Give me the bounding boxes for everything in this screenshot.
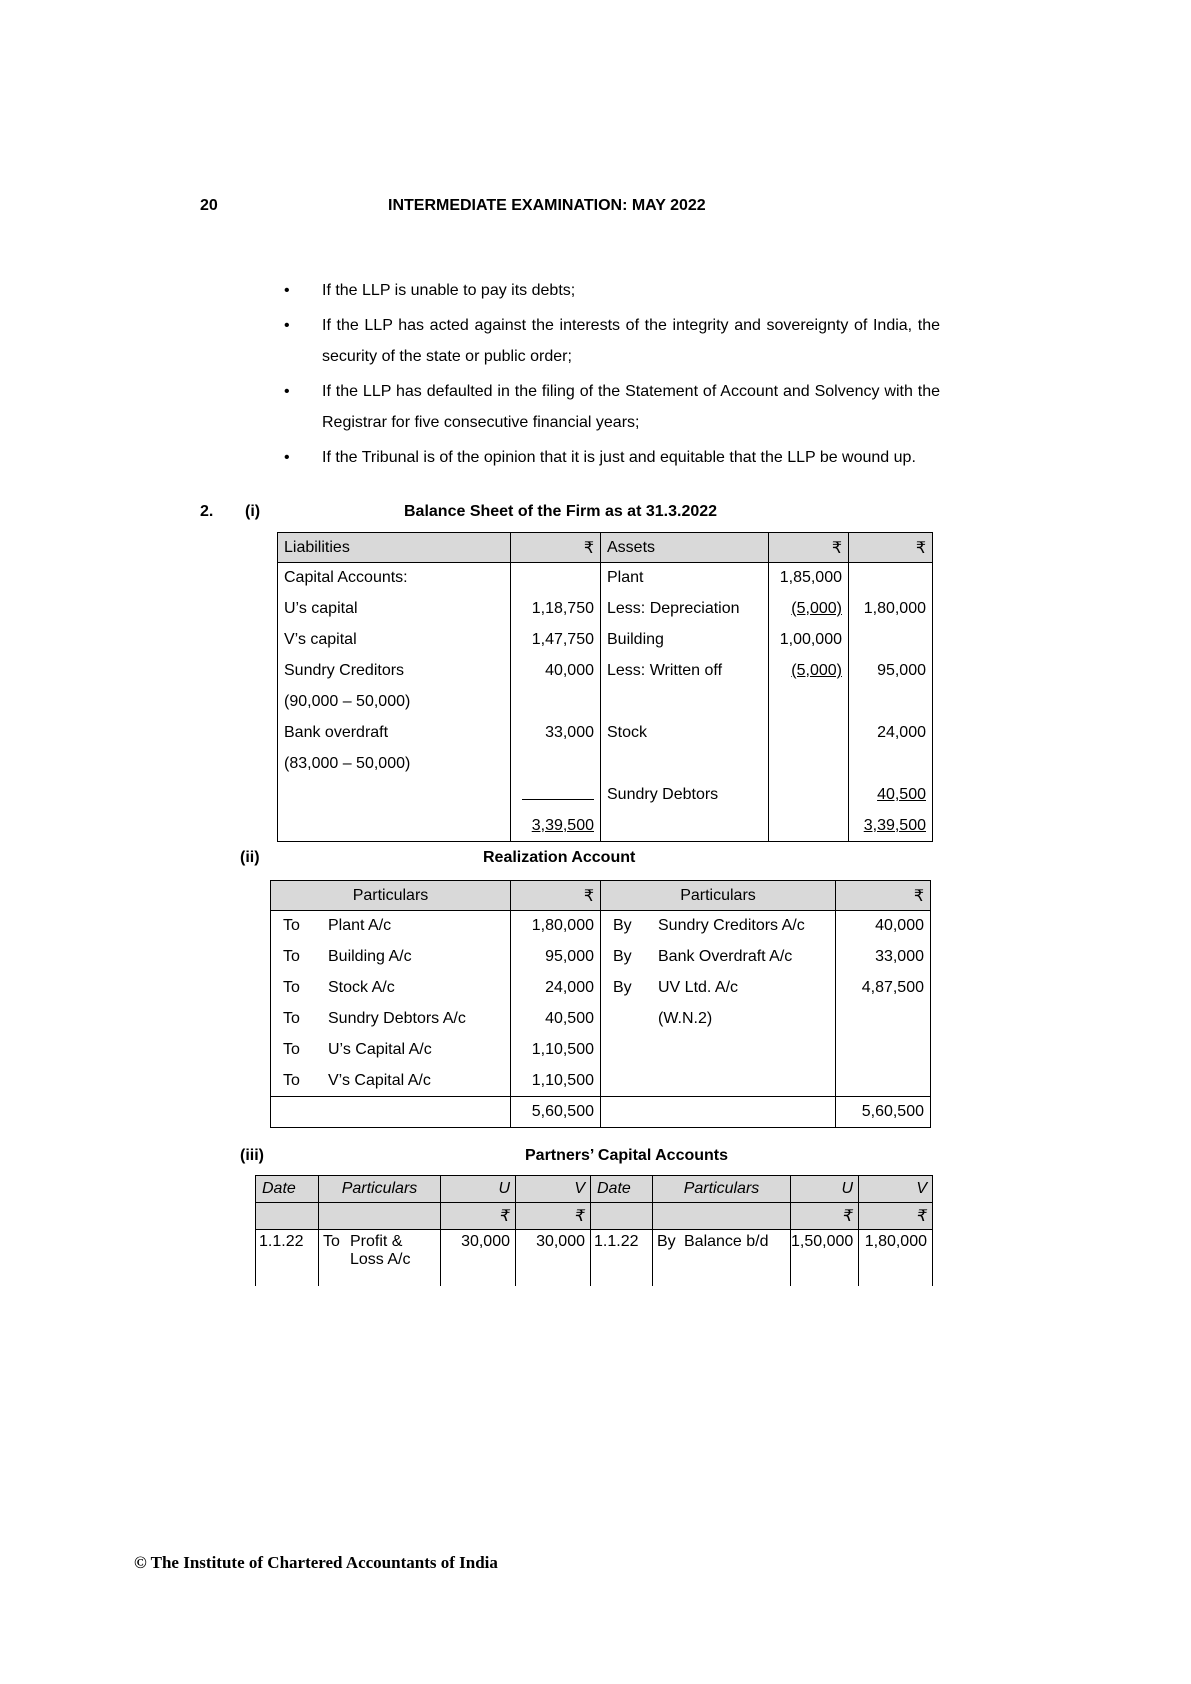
account-name: Sundry Debtors A/c bbox=[328, 1010, 466, 1027]
cell-amount: 1,80,000 bbox=[859, 1230, 933, 1286]
cell-total: 5,60,500 bbox=[511, 1097, 601, 1128]
cell-asset: Less: Written off bbox=[601, 656, 769, 687]
part-label: (ii) bbox=[240, 849, 260, 866]
cell-debit-particulars bbox=[271, 1097, 511, 1128]
cell-debit-particulars bbox=[271, 1004, 511, 1035]
currency-cell bbox=[256, 1203, 319, 1230]
column-header: Particulars bbox=[271, 881, 511, 911]
cell-amount: 30,000 bbox=[441, 1230, 516, 1286]
entry-prefix: To bbox=[283, 917, 300, 935]
currency-cell: ₹ bbox=[516, 1203, 591, 1230]
cell-amount: 1,00,000 bbox=[769, 625, 849, 656]
answer-number: 2. bbox=[200, 503, 214, 520]
entry-prefix: To bbox=[283, 1041, 300, 1058]
cell-asset bbox=[601, 687, 769, 718]
section-title: Balance Sheet of the Firm as at 31.3.2022 bbox=[404, 503, 718, 520]
bullet-text: If the Tribunal is of the opinion that it is just and equitable that the LLP be wound up. bbox=[322, 449, 916, 466]
cell-amount bbox=[849, 687, 933, 718]
cell-debit-particulars bbox=[271, 942, 511, 973]
column-header: U bbox=[791, 1176, 859, 1203]
cell-amount bbox=[769, 687, 849, 718]
cell-amount: 1,80,000 bbox=[511, 911, 601, 942]
column-header: Date bbox=[256, 1176, 319, 1203]
account-name: Plant A/c bbox=[328, 917, 392, 935]
table-header-row bbox=[278, 533, 933, 563]
part-label: (i) bbox=[245, 503, 261, 520]
cell-amount bbox=[836, 1004, 931, 1035]
part-label: (iii) bbox=[240, 1147, 264, 1164]
table-row bbox=[271, 911, 931, 942]
entry-prefix: To bbox=[323, 1233, 340, 1250]
cell-liability bbox=[278, 780, 511, 811]
currency-cell: ₹ bbox=[859, 1203, 933, 1230]
entry-prefix: To bbox=[283, 948, 300, 965]
account-name: UV Ltd. A/c bbox=[658, 979, 739, 996]
account-name: Sundry Creditors A/c bbox=[658, 917, 805, 935]
table-row bbox=[271, 942, 931, 973]
cell-amount bbox=[849, 749, 933, 780]
cell-amount: 95,000 bbox=[511, 942, 601, 973]
cell-amount: 4,87,500 bbox=[836, 973, 931, 1004]
entry-line bbox=[653, 1233, 790, 1251]
account-name: V’s Capital A/c bbox=[328, 1071, 431, 1089]
cell-debit-particulars bbox=[271, 973, 511, 1004]
cell-liability: (90,000 – 50,000) bbox=[278, 687, 511, 718]
column-header: Assets bbox=[601, 533, 769, 563]
cell-amount: 33,000 bbox=[511, 718, 601, 749]
table-row bbox=[278, 749, 933, 780]
column-header: ₹ bbox=[849, 533, 933, 563]
cell-credit-particulars bbox=[601, 942, 836, 973]
cell-amount bbox=[769, 811, 849, 842]
cell-amount: 1,10,500 bbox=[511, 1066, 601, 1097]
cell-liability: (83,000 – 50,000) bbox=[278, 749, 511, 780]
column-header: Date bbox=[591, 1176, 653, 1203]
table-row bbox=[256, 1230, 933, 1286]
cell-amount: 1,80,000 bbox=[849, 594, 933, 625]
bullet-icon: • bbox=[284, 383, 290, 400]
account-name: Profit & Loss A/c bbox=[350, 1233, 411, 1268]
cell-total: 3,39,500 bbox=[849, 811, 933, 842]
cell-debit-particulars bbox=[271, 1035, 511, 1066]
page-number: 20 bbox=[200, 197, 218, 214]
account-name: U’s Capital A/c bbox=[328, 1041, 432, 1058]
column-header: Particulars bbox=[601, 881, 836, 911]
cell-amount bbox=[769, 749, 849, 780]
cell-amount: 1,18,750 bbox=[511, 594, 601, 625]
cell-debit-particulars bbox=[319, 1230, 441, 1286]
table-header-row bbox=[271, 881, 931, 911]
cell-amount: 1,10,500 bbox=[511, 1035, 601, 1066]
cell-liability: V’s capital bbox=[278, 625, 511, 656]
table-total-row bbox=[271, 1097, 931, 1128]
cell-credit-particulars bbox=[601, 1035, 836, 1066]
section-title: Realization Account bbox=[483, 849, 636, 866]
bullet-list bbox=[284, 275, 940, 477]
bullet-text: If the LLP has defaulted in the filing of the Statement of Account and Solvency with the Registrar for five consecutive financial years; bbox=[322, 383, 940, 431]
table-currency-row bbox=[256, 1203, 933, 1230]
table-row bbox=[271, 1004, 931, 1035]
account-name: (W.N.2) bbox=[658, 1010, 713, 1027]
cell-amount bbox=[769, 780, 849, 811]
cell-liability bbox=[278, 811, 511, 842]
entry-prefix: By bbox=[613, 979, 632, 996]
list-item bbox=[284, 310, 940, 372]
cell-amount: 40,500 bbox=[849, 780, 933, 811]
cell-amount bbox=[769, 718, 849, 749]
currency-cell bbox=[653, 1203, 791, 1230]
cell-amount bbox=[511, 780, 601, 811]
cell-amount bbox=[849, 563, 933, 594]
section-heading bbox=[0, 503, 1191, 527]
entry-line bbox=[319, 1233, 440, 1269]
table-row bbox=[278, 594, 933, 625]
list-item bbox=[284, 442, 940, 473]
section-heading bbox=[0, 1147, 1191, 1171]
table-row bbox=[278, 656, 933, 687]
table-row bbox=[278, 563, 933, 594]
cell-liability: Bank overdraft bbox=[278, 718, 511, 749]
cell-amount: 40,000 bbox=[836, 911, 931, 942]
table-row bbox=[278, 780, 933, 811]
table-row bbox=[278, 687, 933, 718]
column-header: V bbox=[516, 1176, 591, 1203]
account-name: Balance b/d bbox=[684, 1233, 769, 1250]
cell-amount: 33,000 bbox=[836, 942, 931, 973]
table-row bbox=[271, 1035, 931, 1066]
cell-amount bbox=[511, 749, 601, 780]
cell-liability: U’s capital bbox=[278, 594, 511, 625]
cell-amount: 40,000 bbox=[511, 656, 601, 687]
cell-date: 1.1.22 bbox=[256, 1230, 319, 1286]
cell-amount: 95,000 bbox=[849, 656, 933, 687]
document-title: INTERMEDIATE EXAMINATION: MAY 2022 bbox=[388, 197, 706, 214]
column-header: Particulars bbox=[319, 1176, 441, 1203]
entry-prefix: To bbox=[283, 1071, 300, 1089]
cell-asset: Less: Depreciation bbox=[601, 594, 769, 625]
blank-total-rule bbox=[522, 786, 594, 800]
bullet-icon: • bbox=[284, 282, 290, 299]
cell-credit-particulars bbox=[601, 1097, 836, 1128]
bullet-text: If the LLP has acted against the interests of the integrity and sovereignty of India, the security of the state or public order; bbox=[322, 317, 940, 365]
column-header: Liabilities bbox=[278, 533, 511, 563]
realization-account-table bbox=[270, 880, 931, 1128]
bullet-icon: • bbox=[284, 449, 290, 466]
cell-asset: Stock bbox=[601, 718, 769, 749]
cell-asset: Sundry Debtors bbox=[601, 780, 769, 811]
cell-amount: 30,000 bbox=[516, 1230, 591, 1286]
table-row bbox=[271, 1066, 931, 1097]
entry-prefix: To bbox=[283, 1010, 300, 1027]
bullet-icon: • bbox=[284, 317, 290, 334]
currency-cell: ₹ bbox=[441, 1203, 516, 1230]
cell-asset bbox=[601, 811, 769, 842]
balance-sheet-table bbox=[277, 532, 933, 842]
cell-amount: 24,000 bbox=[849, 718, 933, 749]
cell-liability: Capital Accounts: bbox=[278, 563, 511, 594]
cell-amount: 24,000 bbox=[511, 973, 601, 1004]
entry-prefix: By bbox=[657, 1233, 676, 1250]
cell-credit-particulars bbox=[601, 911, 836, 942]
cell-credit-particulars bbox=[601, 973, 836, 1004]
column-header: Particulars bbox=[653, 1176, 791, 1203]
table-row bbox=[278, 718, 933, 749]
cell-amount: (5,000) bbox=[769, 594, 849, 625]
cell-asset bbox=[601, 749, 769, 780]
cell-amount bbox=[836, 1066, 931, 1097]
currency-cell: ₹ bbox=[791, 1203, 859, 1230]
table-total-row bbox=[278, 811, 933, 842]
partners-capital-table bbox=[255, 1175, 933, 1286]
copyright-footer: © The Institute of Chartered Accountants of India bbox=[134, 1553, 498, 1572]
account-name: Building A/c bbox=[328, 948, 412, 965]
cell-asset: Plant bbox=[601, 563, 769, 594]
cell-debit-particulars bbox=[271, 1066, 511, 1097]
entry-prefix: By bbox=[613, 917, 632, 935]
account-name: Stock A/c bbox=[328, 979, 395, 996]
entry-prefix: By bbox=[613, 948, 632, 965]
cell-amount: (5,000) bbox=[769, 656, 849, 687]
column-header: V bbox=[859, 1176, 933, 1203]
column-header: ₹ bbox=[836, 881, 931, 911]
table-row bbox=[278, 625, 933, 656]
list-item bbox=[284, 376, 940, 438]
entry-prefix: To bbox=[283, 979, 300, 996]
cell-asset: Building bbox=[601, 625, 769, 656]
cell-amount bbox=[836, 1035, 931, 1066]
page-header bbox=[0, 197, 1191, 221]
section-heading bbox=[0, 849, 1191, 873]
column-header: ₹ bbox=[511, 881, 601, 911]
column-header: U bbox=[441, 1176, 516, 1203]
cell-amount bbox=[511, 563, 601, 594]
cell-amount: 1,85,000 bbox=[769, 563, 849, 594]
currency-cell bbox=[319, 1203, 441, 1230]
cell-credit-particulars bbox=[653, 1230, 791, 1286]
cell-debit-particulars bbox=[271, 911, 511, 942]
cell-date: 1.1.22 bbox=[591, 1230, 653, 1286]
table-header-row bbox=[256, 1176, 933, 1203]
currency-cell bbox=[591, 1203, 653, 1230]
table-row bbox=[271, 973, 931, 1004]
cell-amount: 40,500 bbox=[511, 1004, 601, 1035]
account-name: Bank Overdraft A/c bbox=[658, 948, 793, 965]
cell-amount bbox=[849, 625, 933, 656]
cell-liability: Sundry Creditors bbox=[278, 656, 511, 687]
cell-total: 5,60,500 bbox=[836, 1097, 931, 1128]
column-header: ₹ bbox=[769, 533, 849, 563]
cell-total: 3,39,500 bbox=[511, 811, 601, 842]
column-header: ₹ bbox=[511, 533, 601, 563]
cell-credit-particulars bbox=[601, 1066, 836, 1097]
section-title: Partners’ Capital Accounts bbox=[525, 1147, 729, 1164]
cell-amount: 1,50,000 bbox=[791, 1230, 859, 1286]
list-item bbox=[284, 275, 940, 306]
cell-amount: 1,47,750 bbox=[511, 625, 601, 656]
cell-credit-particulars bbox=[601, 1004, 836, 1035]
bullet-text: If the LLP is unable to pay its debts; bbox=[322, 282, 576, 299]
cell-amount bbox=[511, 687, 601, 718]
